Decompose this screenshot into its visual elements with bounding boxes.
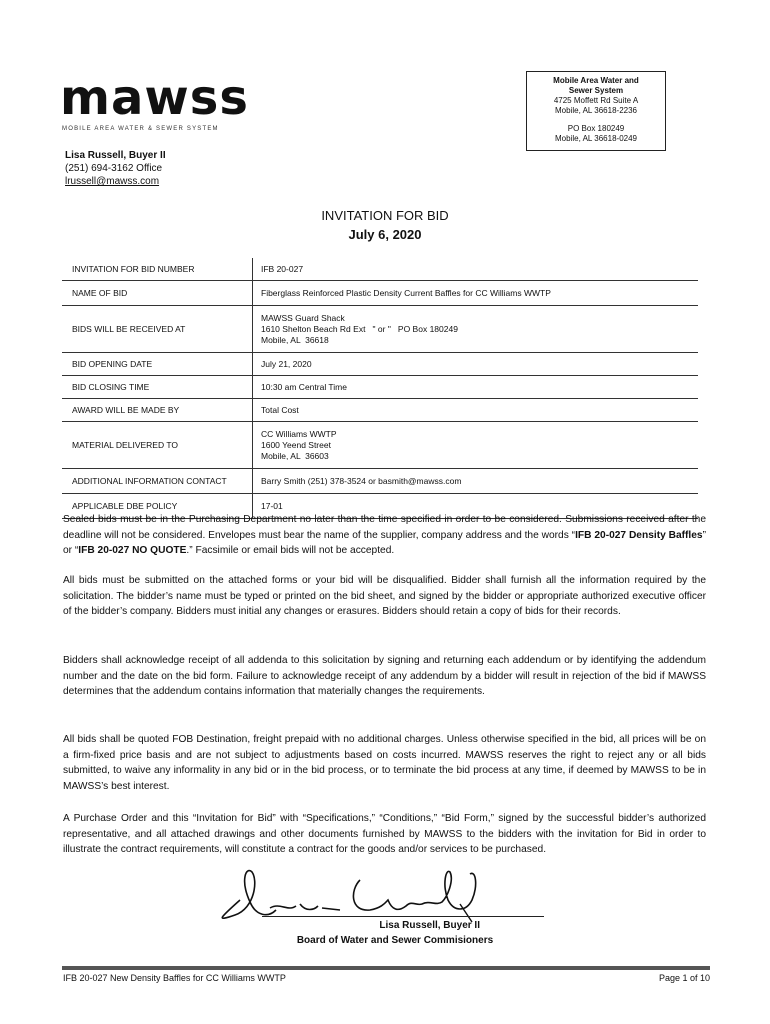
- signatory-title: Board of Water and Sewer Commisioners: [296, 935, 494, 946]
- footer-page-number: Page 1 of 10: [658, 973, 710, 983]
- table-value-line: Total Cost: [261, 404, 299, 415]
- table-row-value: [252, 281, 698, 305]
- table-row-label: BIDS WILL BE RECEIVED AT: [72, 324, 186, 334]
- table-row: [62, 306, 698, 353]
- paragraph-purchase-order: A Purchase Order and this “Invitation for Bid” with “Specifications,” “Conditions,” “Bid Form,” signed by the successful bidder’s authorized representative, and all attached drawings and other documents furnished by MAWSS to the bidders with the invitation for Bid in order to illustrate the contract requirements, will constitute a contract for the goods and/or services to be purchased.: [63, 813, 706, 855]
- table-row: [62, 258, 698, 281]
- table-row-value: [252, 306, 698, 352]
- footer-rule: [62, 966, 710, 970]
- document-title: INVITATION FOR BID: [321, 208, 449, 223]
- org-name-line2: Sewer System: [568, 86, 624, 95]
- buyer-contact: [65, 149, 166, 188]
- table-row: [62, 399, 698, 422]
- paragraph-addenda: Bidders shall acknowledge receipt of all addenda to this solicitation by signing and returning each addendum or by identifying the addendum number and the date on the bid form. Failure to acknowledge receipt of any addendum by a bidder will result in rejection of the bid if MAWSS determines that the addendum contains information that materially changes the requirements.: [63, 655, 706, 697]
- table-row-value: [252, 258, 698, 280]
- signature-line: [262, 916, 544, 917]
- paragraph-fob: All bids shall be quoted FOB Destination, freight prepaid with no additional charges. Unless otherwise specified in the bid, all prices will be on a firm-fixed price basis and are not subject to adjustments based on costs incurred. MAWSS reserves the right to reject any or all bids submitted, to waive any informality in any bid or in the bid process, or to terminate the bid process at any time, if deemed by MAWSS to be in MAWSS’s best interest.: [63, 734, 706, 792]
- table-value-line: 1600 Yeend Street: [261, 439, 331, 450]
- mawss-logo: [60, 70, 249, 140]
- table-value-line: MAWSS Guard Shack: [261, 312, 345, 323]
- table-row-label: INVITATION FOR BID NUMBER: [72, 264, 195, 274]
- table-row-label: BID OPENING DATE: [72, 359, 153, 369]
- footer-document-name: IFB 20-027 New Density Baffles for CC Williams WWTP: [63, 973, 286, 983]
- paragraph-sealed-bids: Sealed bids must be in the Purchasing Department no later than the time specified in order to be considered. Submissions received after the deadline will not be considered. Envelopes must bear the name of the supplier, company address and the words “IFB 20-027 Density Baffles” or “IFB 20-027 NO QUOTE.” Facsimile or email bids will not be accepted.: [63, 514, 706, 556]
- table-value-line: CC Williams WWTP: [261, 428, 337, 439]
- buyer-phone: (251) 694-3162 Office: [65, 163, 163, 174]
- address-box: [526, 71, 666, 151]
- table-row-value: [252, 376, 698, 398]
- table-value-line: Barry Smith (251) 378-3524 or basmith@mawss.com: [261, 475, 462, 486]
- table-value-line: IFB 20-027: [261, 263, 304, 274]
- table-row: [62, 353, 698, 376]
- table-row: [62, 422, 698, 469]
- table-row-label: MATERIAL DELIVERED TO: [72, 440, 178, 450]
- po-city: Mobile, AL 36618-0249: [555, 134, 637, 143]
- table-row-value: [252, 353, 698, 375]
- table-value-line: 10:30 am Central Time: [261, 381, 347, 392]
- document-date: July 6, 2020: [348, 227, 422, 242]
- buyer-email-link[interactable]: lrussell@mawss.com: [65, 176, 160, 187]
- street-address: 4725 Moffett Rd Suite A: [553, 96, 639, 105]
- signatory-name: Lisa Russell, Buyer II: [379, 920, 480, 931]
- table-row-label: BID CLOSING TIME: [72, 382, 150, 392]
- table-row-value: [252, 469, 698, 493]
- table-value-line: Mobile, AL 36618: [261, 334, 329, 345]
- table-row: [62, 376, 698, 399]
- logo-wordmark: mawss: [60, 70, 249, 126]
- table-value-line: Mobile, AL 36603: [261, 450, 329, 461]
- city-address: Mobile, AL 36618-2236: [555, 106, 637, 115]
- table-row-value: [252, 399, 698, 421]
- bid-info-table: [62, 258, 698, 519]
- table-row-label: AWARD WILL BE MADE BY: [72, 405, 180, 415]
- table-row-label: APPLICABLE DBE POLICY: [72, 501, 178, 511]
- table-row: [62, 281, 698, 306]
- table-value-line: Fiberglass Reinforced Plastic Density Current Baffles for CC Williams WWTP: [261, 287, 551, 298]
- table-row-label: NAME OF BID: [72, 288, 128, 298]
- po-box: PO Box 180249: [567, 124, 625, 133]
- logo-tagline: MOBILE AREA WATER & SEWER SYSTEM: [62, 126, 219, 132]
- org-name-line1: Mobile Area Water and: [553, 76, 639, 85]
- table-value-line: July 21, 2020: [261, 358, 312, 369]
- table-row-label: ADDITIONAL INFORMATION CONTACT: [72, 476, 227, 486]
- table-row: [62, 469, 698, 494]
- table-row-value: [252, 422, 698, 468]
- buyer-name: Lisa Russell, Buyer II: [65, 150, 166, 161]
- table-value-line: 1610 Shelton Beach Rd Ext " or " PO Box 180249: [261, 323, 458, 334]
- table-value-line: 17-01: [261, 500, 283, 511]
- paragraph-bid-forms: All bids must be submitted on the attached forms or your bid will be disqualified. Bidder shall furnish all the information required by the solicitation. The bidder’s name must be typed or printed on the bid sheet, and signed by the bidder or appropriate authorized executive officer of the bidder’s company. Bidders must initial any changes or erasures. Bidders should retain a copy of bids for their records.: [63, 575, 706, 617]
